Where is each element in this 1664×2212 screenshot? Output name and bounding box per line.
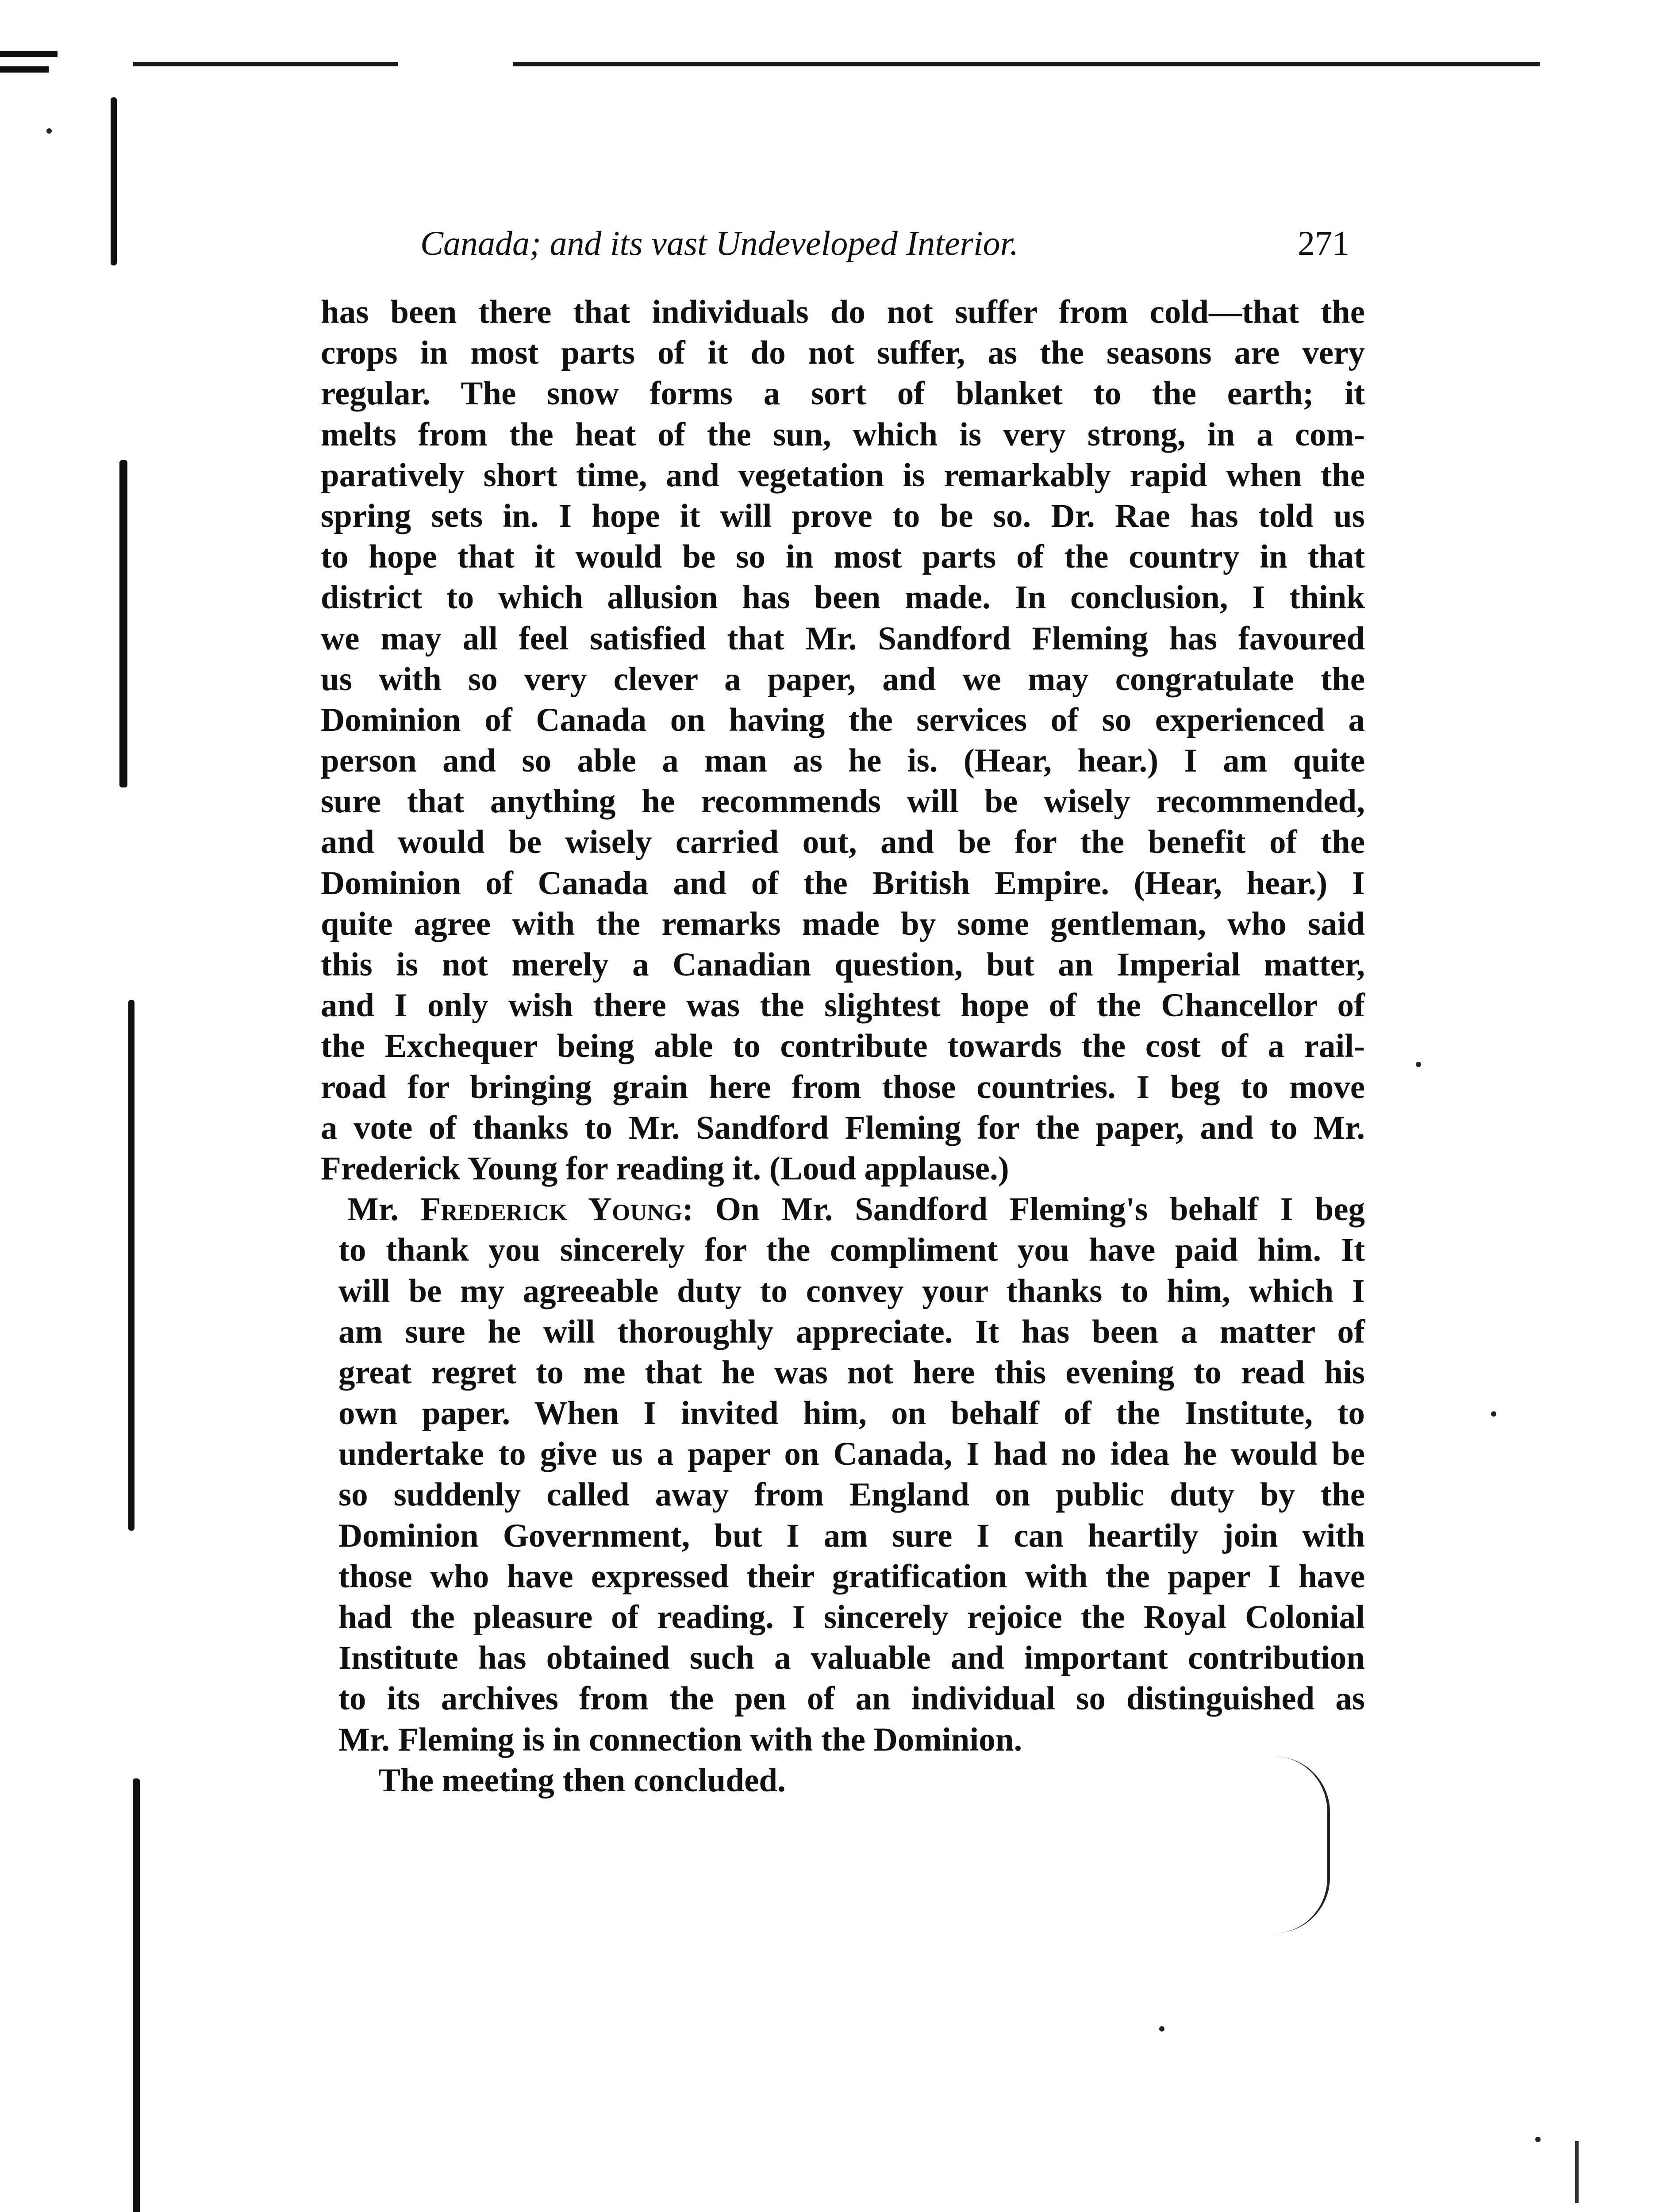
text-line: person and so able a man as he is. (Hear, hear.) I am quite [321,742,1365,780]
text-line: quite agree with the remarks made by some gentleman, who said [321,905,1365,942]
scan-speck [1159,2026,1164,2032]
top-rule [133,62,1540,66]
page-number: 271 [1298,224,1349,262]
scan-speck [1491,1411,1496,1417]
text-line: Institute has obtained such a valuable and important contribution [338,1640,1365,1677]
text-line: undertake to give us a paper on Canada, I had no idea he would be [338,1436,1365,1473]
text-line: regular. The snow forms a sort of blanket to the earth; it [321,375,1365,412]
text-line: to hope that it would be so in most parts of the country in that [321,538,1365,576]
binding-shadow [111,97,117,265]
text-line: this is not merely a Canadian question, but an Imperial matter, [321,946,1365,983]
corner-mark [0,51,58,57]
margin-line [1575,2141,1579,2203]
text-line: Dominion of Canada and of the British Empire. (Hear, hear.) I [321,864,1365,902]
scan-speck [46,128,52,134]
top-rule-gap [398,60,513,68]
text-line: to its archives from the pen of an individual so distinguished as [338,1680,1365,1717]
binding-shadow [128,1000,135,1531]
text-line: has been there that individuals do not suffer from cold—that the [321,294,1365,330]
text-line: will be my agreeable duty to convey your thanks to him, which I [338,1272,1365,1310]
binding-shadow [133,1778,140,2212]
scan-speck [1535,2137,1541,2142]
text-line: road for bringing grain here from those countries. I beg to move [321,1068,1365,1106]
corner-mark [0,66,49,73]
text-line: district to which allusion has been made. In conclusion, I think [321,579,1365,616]
text-line: Frederick Young for reading it. (Loud applause.) [321,1150,1009,1187]
binding-shadow [119,460,127,787]
speaker-line [321,1189,1365,1230]
text-line: and I only wish there was the slightest hope of the Chancellor of [321,987,1365,1024]
speaker-name: Frederick Young [420,1191,683,1228]
text-line: Dominion Government, but I am sure I can heartily join with [338,1517,1365,1554]
text-line: spring sets in. I hope it will prove to be so. Dr. Rae has told us [321,497,1365,534]
text-line: Dominion of Canada on having the services of so experienced a [321,701,1365,738]
running-header [420,221,1349,265]
text-line: own paper. When I invited him, on behalf of the Institute, to [338,1395,1365,1432]
text-line: paratively short time, and vegetation is remarkably rapid when the [321,457,1365,494]
text-line: great regret to me that he was not here this evening to read his [338,1354,1365,1391]
text-line: melts from the heat of the sun, which is very strong, in a com- [321,416,1365,453]
text-line: crops in most parts of it do not suffer, as the seasons are very [321,334,1365,372]
page-body [321,292,1365,1801]
text-line: sure that anything he recommends will be wisely recommended, [321,783,1365,820]
scan-speck [1416,1062,1421,1067]
running-title: Canada; and its vast Undeveloped Interior. [420,224,1018,262]
text-line: to thank you sincerely for the compliment you have paid him. It [338,1232,1365,1269]
text-line: so suddenly called away from England on public duty by the [338,1476,1365,1513]
speaker-prefix: Mr. [347,1191,399,1228]
text-line: the Exchequer being able to contribute towards the cost of a rail- [321,1028,1365,1065]
closing-line: The meeting then concluded. [378,1762,786,1799]
text-line: had the pleasure of reading. I sincerely rejoice the Royal Colonial [338,1599,1365,1636]
text-line: a vote of thanks to Mr. Sandford Fleming for the paper, and to Mr. [321,1109,1365,1146]
text-line: we may all feel satisfied that Mr. Sandford Fleming has favoured [321,620,1365,657]
text-line: am sure he will thoroughly appreciate. It has been a matter of [338,1313,1365,1350]
speaker-line-rest: : On Mr. Sandford Fleming's behalf I beg [682,1191,1365,1228]
text-line: and would be wisely carried out, and be for the benefit of the [321,824,1365,861]
text-line: us with so very clever a paper, and we may congratulate the [321,661,1365,698]
text-line: Mr. Fleming is in connection with the Dominion. [338,1721,1022,1758]
text-line: those who have expressed their gratification with the paper I have [338,1558,1365,1595]
